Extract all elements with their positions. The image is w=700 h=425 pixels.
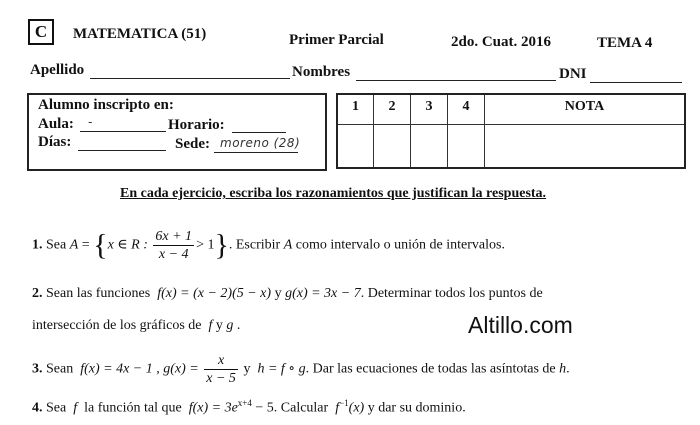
nombres-line[interactable] xyxy=(356,80,556,81)
exercise-1-number: 1. xyxy=(32,237,43,253)
exercise-2-number: 2. xyxy=(32,286,43,301)
exercise-3: 3. Sean f(x) = 4x − 1 , g(x) = $\frac{x}{x - 5}$ y h = f ∘ g. Dar las ecuaciones de todas las asíntotas de h. xyxy=(32,353,570,386)
grade-nota: NOTA xyxy=(564,99,605,114)
exam-title: Primer Parcial xyxy=(289,32,384,48)
tema-letter-box xyxy=(28,19,54,45)
exercise-3-number: 3. xyxy=(32,361,43,377)
aula-label: Aula: xyxy=(38,116,74,132)
apellido-line[interactable] xyxy=(90,78,290,79)
sede-value: moreno (28) xyxy=(220,136,301,150)
dni-line[interactable] xyxy=(590,82,682,83)
subject-title: MATEMATICA (51) xyxy=(73,26,207,42)
grade-col-4: 4 xyxy=(462,99,470,114)
watermark: Altillo.com xyxy=(468,312,573,338)
enrollment-title: Alumno inscripto en: xyxy=(38,97,174,113)
tema-letter: C xyxy=(34,22,48,41)
aula-line[interactable] xyxy=(80,131,166,132)
exercise-1: 1. Sea A = {x ∈ R : $\frac{6x + 1}{x - 4}$ > 1}. Escribir A como intervalo o unión de intervalos. xyxy=(32,228,505,262)
exam-term: 2do. Cuat. 2016 xyxy=(451,34,552,50)
horario-label: Horario: xyxy=(168,117,225,133)
exercise-4: 4. Sea f la función tal que $f(x) = 3e^{x+4} - 5$. Calcular $f^{-1}(x)$ y dar su dominio. xyxy=(32,398,466,416)
sede-line[interactable] xyxy=(214,152,298,153)
nombres-label: Nombres xyxy=(292,64,351,80)
grade-col-1: 1 xyxy=(352,99,359,114)
grades-table xyxy=(336,93,686,169)
dias-line[interactable] xyxy=(78,150,166,151)
exercise-3-fraction: $\frac{x}{x - 5}$ xyxy=(206,353,236,386)
dni-label: DNI xyxy=(559,66,587,82)
exercise-2-line-2: intersección de los gráficos de f y g . xyxy=(32,318,241,333)
exercise-2: 2. Sean las funciones f(x) = (x − 2)(5 − x) y g(x) = 3x − 7. Determinar todos los puntos de xyxy=(32,286,543,301)
aula-value: - xyxy=(88,115,93,129)
grade-col-3: 3 xyxy=(425,99,433,114)
sede-label: Sede: xyxy=(175,136,210,152)
dias-label: Días: xyxy=(38,134,72,150)
exercise-1-fraction: $\frac{6x + 1}{x - 4}$ xyxy=(155,229,193,262)
instruction: En cada ejercicio, escriba los razonamientos que justifican la respuesta. xyxy=(120,186,547,201)
exercise-4-number: 4. xyxy=(32,400,43,416)
horario-line[interactable] xyxy=(232,132,286,133)
exam-tema: TEMA 4 xyxy=(597,35,653,51)
apellido-label: Apellido xyxy=(30,62,85,78)
grade-col-2: 2 xyxy=(388,99,396,114)
